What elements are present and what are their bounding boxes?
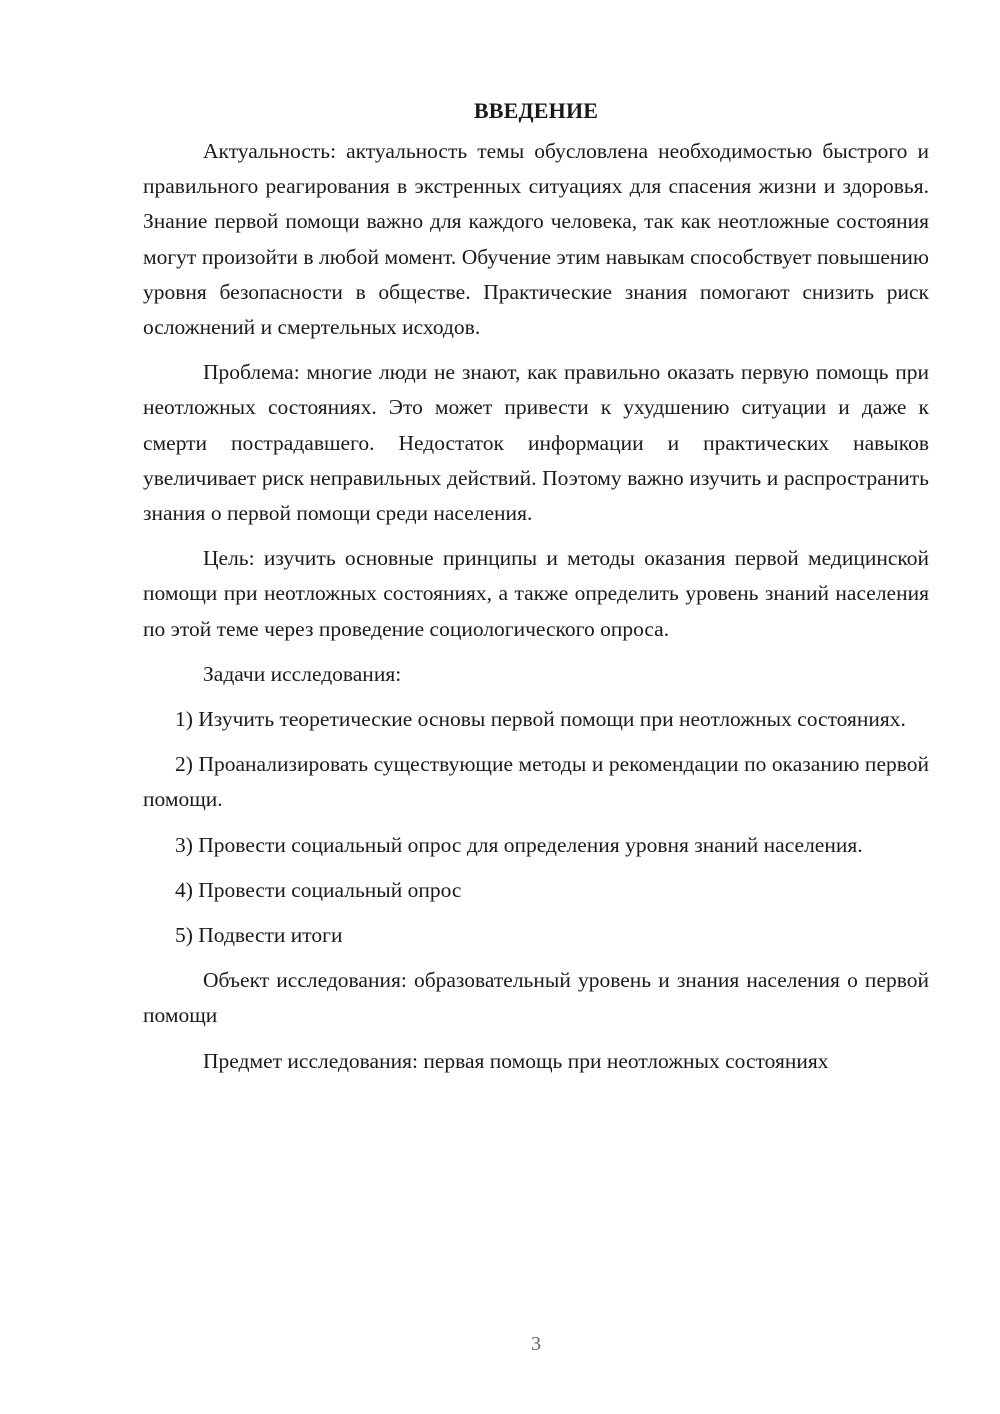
- goal-paragraph: Цель: изучить основные принципы и методы оказания первой медицинской помощи при неотложных состояниях, а также определить уровень знаний населения по этой теме через проведение социологического опроса.: [143, 546, 929, 641]
- page-number: 3: [531, 1333, 541, 1355]
- document-page: [143, 96, 929, 1089]
- task-item-1: 1) Изучить теоретические основы первой помощи при неотложных состояниях.: [175, 707, 906, 732]
- task-item-5: 5) Подвести итоги: [175, 923, 343, 948]
- task-item-4: 4) Провести социальный опрос: [175, 877, 462, 902]
- page-title: ВВЕДЕНИЕ: [473, 98, 599, 123]
- problem-paragraph: Проблема: многие люди не знают, как правильно оказать первую помощь при неотложных состояниях. Это может привести к ухудшению ситуации и даже к смерти пострадавшего. Недостаток информации и практических навыков увеличивает риск неправильных действий. Поэтому важно изучить и распространить знания о первой помощи среди населения.: [143, 360, 929, 526]
- task-item-3: 3) Провести социальный опрос для определения уровня знаний населения.: [175, 832, 863, 857]
- task-item-2: 2) Проанализировать существующие методы и рекомендации по оказанию первой помощи.: [143, 752, 929, 812]
- tasks-heading: Задачи исследования:: [203, 661, 402, 686]
- subject-paragraph: Предмет исследования: первая помощь при неотложных состояниях: [203, 1048, 829, 1073]
- relevance-paragraph: Актуальность: актуальность темы обусловлена необходимостью быстрого и правильного реагирования в экстренных ситуациях для спасения жизни и здоровья. Знание первой помощи важно для каждого человека, так как неотложные состояния могут произойти в любой момент. Обучение этим навыкам способствует повышению уровня безопасности в обществе. Практические знания помогают снизить риск осложнений и смертельных исходов.: [143, 139, 929, 340]
- object-paragraph: Объект исследования: образовательный уровень и знания населения о первой помощи: [143, 968, 929, 1028]
